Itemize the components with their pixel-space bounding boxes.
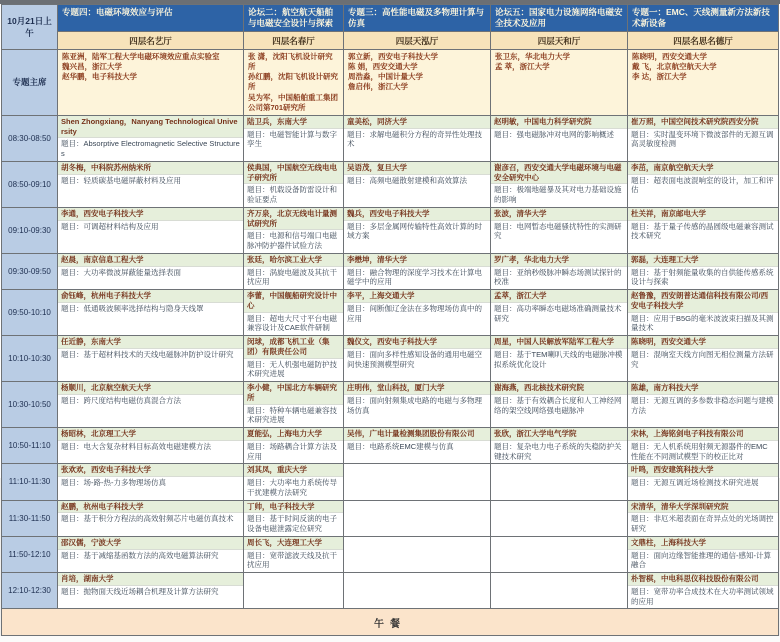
speaker-name: 任近静，东南大学 — [58, 336, 243, 349]
talk-cell — [58, 464, 244, 500]
talk-title: 题目：基于TEM喇叭天线的电磁脉冲模拟系统优化设计 — [494, 349, 623, 369]
chair-name: 郭立新，西安电子科技大学 — [348, 52, 438, 62]
talk-title: 题目：亚纳秒级脉冲瞬态场测试探针的校准 — [494, 267, 622, 287]
time-slot-rows — [2, 115, 779, 609]
talk-cell — [244, 161, 344, 207]
chair-name: 李 达，浙江大学 — [632, 72, 687, 82]
speaker-name: 周长飞，大连理工大学 — [244, 537, 343, 550]
talk-cell — [344, 464, 491, 500]
talk-cell — [491, 500, 628, 536]
schedule-table — [1, 4, 779, 636]
talk-title: 题目：面向射频集成电路的电磁与多物理场仿真 — [347, 395, 482, 415]
talk-title: 题目：电路系统EMC建模与仿真 — [347, 441, 454, 451]
speaker-name: 赵鹏，杭州电子科技大学 — [58, 501, 243, 514]
talk-cell — [628, 382, 779, 428]
time-slot: 09:10-09:30 — [2, 207, 58, 253]
talk-cell — [491, 536, 628, 572]
chair-name: 陈亚洲，陆军工程大学电磁环境效应重点实验室 — [62, 52, 220, 62]
chair-name: 孙红鹏，沈阳飞机设计研究所 — [248, 72, 338, 92]
speaker-name: 胡冬梅，中科院苏州纳米所 — [58, 162, 243, 175]
time-slot: 11:10-11:30 — [2, 464, 58, 500]
talk-cell — [491, 253, 628, 289]
talk-cell — [244, 382, 344, 428]
hall-row — [2, 32, 779, 50]
talk-title: 题目：涡旋电磁波及其抗干扰应用 — [247, 267, 337, 287]
talk-title: 题目：实时温变环境下微波部件的无源互调高灵敏度检测 — [631, 129, 774, 149]
schedule-row — [2, 573, 779, 609]
talk-cell — [491, 336, 628, 382]
talk-cell — [628, 161, 779, 207]
talk-cell — [491, 573, 628, 609]
chair-name: 张 潇，沈阳飞机设计研究所 — [248, 52, 333, 72]
talk-title: 题目：Absorptive Electromagnetic Selective Structures — [61, 139, 240, 159]
speaker-name: 李通，西安电子科技大学 — [58, 208, 243, 221]
speaker-name: 李茁，南京航空航天大学 — [628, 162, 778, 175]
talk-cell — [244, 207, 344, 253]
speaker-name: 谢海燕，西北核技术研究院 — [491, 382, 627, 395]
chair-name: 魏兴昌，浙江大学 — [62, 62, 122, 72]
talk-cell — [628, 428, 779, 464]
schedule-row — [2, 382, 779, 428]
talk-cell — [244, 253, 344, 289]
session-header-topic3: 专题三：高性能电磁及多物理计算与仿真 — [344, 5, 491, 32]
talk-cell — [491, 161, 628, 207]
talk-title: 题目：非厄米超表面在奇异点处的光场调控研究 — [631, 514, 774, 534]
talk-cell — [628, 336, 779, 382]
speaker-name: 赵明敏，中国电力科学研究院 — [491, 116, 627, 129]
talk-cell — [244, 428, 344, 464]
date-cell: 10月21日上午 — [2, 5, 58, 50]
schedule-row — [2, 253, 779, 289]
time-slot: 11:30-11:50 — [2, 500, 58, 536]
chair-cell — [244, 50, 344, 116]
time-slot: 08:50-09:10 — [2, 161, 58, 207]
speaker-name: 闵球，成都飞机工业（集团）有限责任公司 — [244, 336, 343, 359]
talk-title: 题目：大功率电力系统传导干扰建模方法研究 — [247, 478, 337, 497]
speaker-name: 李小健，中国北方车辆研究所 — [244, 382, 343, 405]
talk-cell — [491, 428, 628, 464]
talk-title: 题目：面向边缘智能推理的通信-感知-计算融合 — [631, 550, 771, 570]
speaker-name: 邵汉儒，宁波大学 — [58, 537, 243, 550]
talk-title: 题目：融合物理的深度学习技术在计算电磁学中的应用 — [347, 267, 482, 287]
session-header-topic1: 专题一：EMC、天线测量新方法新技术新设备 — [628, 5, 779, 32]
talk-cell — [344, 573, 491, 609]
talk-cell — [344, 115, 491, 161]
speaker-name: 李懋坤，清华大学 — [344, 254, 490, 267]
talk-title: 题目：电源和信号端口电磁脉冲防护器件试验方法 — [247, 231, 337, 251]
talk-cell — [344, 382, 491, 428]
speaker-name: 齐万泉，北京无线电计量测试研究所 — [244, 208, 343, 231]
talk-title: 题目：超电大尺寸平台电磁兼容设计及CAE软件研制 — [247, 313, 337, 333]
schedule-row — [2, 500, 779, 536]
talk-cell — [244, 500, 344, 536]
talk-title: 题目：基于时间反演的电子设备电磁泄露定位研究 — [247, 514, 337, 534]
speaker-name: 宋清华，清华大学深圳研究院 — [628, 501, 778, 514]
talk-title: 题目：基于有效耦合长度和人工神经网络的架空线网络强电磁脉冲 — [494, 395, 622, 415]
speaker-name: 丁帅，电子科技大学 — [244, 501, 343, 514]
schedule-row — [2, 115, 779, 161]
speaker-name: 庄明伟，堂山科技，厦门大学 — [344, 382, 490, 395]
talk-cell — [628, 500, 779, 536]
talk-title: 题目：场路耦合计算方法及应用 — [247, 441, 337, 461]
talk-cell — [628, 290, 779, 336]
talk-title: 题目：基于减缩基函数方法的高效电磁算法研究 — [61, 550, 219, 560]
talk-cell — [491, 464, 628, 500]
session-header-topic4: 专题四：电磁环境效应与评估 — [58, 5, 244, 32]
talk-cell — [628, 253, 779, 289]
talk-cell — [244, 536, 344, 572]
chair-name: 陈 娟，西安交通大学 — [348, 62, 418, 72]
talk-cell — [58, 500, 244, 536]
talk-cell — [58, 536, 244, 572]
speaker-name: 童美松，同济大学 — [344, 116, 490, 129]
talk-title: 题目：电大含复杂材料目标高效电磁建模方法 — [61, 441, 211, 451]
schedule-row — [2, 207, 779, 253]
talk-title: 题目：基于射频能量收集的自供能传感系统设计与探索 — [631, 267, 774, 287]
talk-cell — [491, 115, 628, 161]
schedule-row — [2, 161, 779, 207]
talk-title: 题目：特种车辆电磁兼容技术研究进展 — [247, 405, 337, 425]
speaker-name: 罗广孝，华北电力大学 — [491, 254, 627, 267]
talk-title: 题目：基于量子传感的晶圆级电磁兼容测试技术研究 — [631, 221, 774, 241]
lunch-row — [2, 609, 779, 636]
session-header-row — [2, 5, 779, 32]
talk-cell — [344, 290, 491, 336]
talk-cell — [344, 161, 491, 207]
hall-cell: 四层天泓厅 — [344, 32, 491, 50]
speaker-name: 谢彦召，西安交通大学电磁环境与电磁安全研究中心 — [491, 162, 627, 185]
speaker-name: 朴智棋，中电科思仪科技股份有限公司 — [628, 573, 778, 586]
speaker-name: 李平，上海交通大学 — [344, 290, 490, 303]
talk-title: 题目：无人机系统用射频无源器件的EMC性能在不同测试模型下的校正比对 — [631, 441, 768, 461]
schedule-row — [2, 536, 779, 572]
speaker-name: 吴伟，广电计量检测集团股份有限公司 — [344, 428, 490, 441]
talk-cell — [58, 290, 244, 336]
speaker-name: 侯典国，中国航空无线电电子研究所 — [244, 162, 343, 185]
speaker-name: 宋林，上海铭剑电子科技有限公司 — [628, 428, 778, 441]
hall-cell: 四层天和厅 — [491, 32, 628, 50]
chair-name: 赵华鹏，电子科技大学 — [62, 72, 137, 82]
talk-title: 题目：抛物面天线近场耦合机理及计算方法研究 — [61, 586, 219, 596]
talk-title: 题目：无源互调的多参数非稳态问题与建模方法 — [631, 395, 774, 415]
talk-title: 题目：低通吸波频率选择结构与隐身天线罩 — [61, 303, 204, 313]
talk-title: 题目：复杂电力电子系统的失稳防护关键技术研究 — [494, 441, 622, 461]
talk-title: 题目：大功率微波屏蔽能量选择表面 — [61, 267, 181, 277]
speaker-name: 夏能弘，上海电力大学 — [244, 428, 343, 441]
speaker-name: 肖培，湖南大学 — [58, 573, 243, 586]
speaker-name: 崔万照，中国空间技术研究院西安分院 — [628, 116, 778, 129]
speaker-name: 张波，清华大学 — [491, 208, 627, 221]
photo-bottom-edge — [0, 636, 780, 642]
talk-cell — [628, 464, 779, 500]
talk-cell — [344, 500, 491, 536]
talk-title: 题目：基于超材料技术的天线电磁脉冲防护设计研究 — [61, 349, 234, 359]
talk-cell — [244, 290, 344, 336]
schedule-row — [2, 336, 779, 382]
talk-cell — [628, 573, 779, 609]
talk-cell — [344, 253, 491, 289]
speaker-name: 魏仪文，西安电子科技大学 — [344, 336, 490, 349]
time-slot: 10:50-11:10 — [2, 428, 58, 464]
talk-title: 题目：强电磁脉冲对电网的影响概述 — [494, 129, 614, 139]
chair-cell — [491, 50, 628, 116]
talk-cell — [244, 115, 344, 161]
talk-cell — [491, 207, 628, 253]
talk-cell — [244, 464, 344, 500]
chair-row — [2, 50, 779, 116]
speaker-name: 赵晨，南京信息工程大学 — [58, 254, 243, 267]
speaker-name: 陈晓明，西安交通大学 — [628, 336, 778, 349]
talk-cell — [344, 428, 491, 464]
chair-name: 孟 萃，浙江大学 — [495, 62, 550, 72]
speaker-name: 刘其凤，重庆大学 — [244, 464, 343, 477]
speaker-name: 周星，中国人民解放军陆军工程大学 — [491, 336, 627, 349]
speaker-name: 魏兵，西安电子科技大学 — [344, 208, 490, 221]
time-slot: 09:50-10:10 — [2, 290, 58, 336]
talk-cell — [58, 428, 244, 464]
talk-cell — [628, 536, 779, 572]
speaker-name: 张欣，浙江大学电气学院 — [491, 428, 627, 441]
talk-cell — [344, 207, 491, 253]
schedule-row — [2, 464, 779, 500]
talk-title: 题目：高功率瞬态电磁场准确测量技术研究 — [494, 303, 622, 323]
talk-title: 题目：应用于B5G的毫米波波束扫描及其测量技术 — [631, 313, 774, 333]
hall-cell: 四层名春厅 — [244, 32, 344, 50]
talk-cell — [344, 336, 491, 382]
talk-cell — [58, 161, 244, 207]
talk-cell — [58, 336, 244, 382]
speaker-name: 张欢欢，西安电子科技大学 — [58, 464, 243, 477]
hall-cell: 四层名艺厅 — [58, 32, 244, 50]
speaker-name: 陈雄，南方科技大学 — [628, 382, 778, 395]
talk-title: 题目：宽带功率合成技术在大功率测试领域的应用 — [631, 586, 774, 606]
time-slot: 09:30-09:50 — [2, 253, 58, 289]
talk-title: 题目：轻质碳基电磁屏蔽材料及应用 — [61, 175, 181, 185]
talk-title: 题目：机载设备防雷设计和验证要点 — [247, 185, 337, 205]
talk-title: 题目：高频电磁散射建模和高效算法 — [347, 175, 467, 185]
talk-cell — [58, 115, 244, 161]
talk-title: 题目：场-路-热-力多物理场仿真 — [61, 478, 166, 488]
talk-title: 题目：求解电磁积分方程的奇异性处理技术 — [347, 129, 482, 149]
talk-cell — [58, 253, 244, 289]
talk-title: 题目：电磁智能计算与数字孪生 — [247, 129, 337, 149]
chair-name: 吴为军，中国船舶重工集团公司第701研究所 — [248, 92, 338, 112]
speaker-name: 吴语茂，复旦大学 — [344, 162, 490, 175]
talk-title: 题目：极端地磁暴及其对电力基础设施的影响 — [494, 185, 622, 205]
talk-cell — [244, 573, 344, 609]
time-slot: 08:30-08:50 — [2, 115, 58, 161]
talk-title: 题目：多层金属网传输特性高效计算的时域方案 — [347, 221, 482, 241]
chair-cell — [628, 50, 779, 116]
talk-title: 题目：无源互调近场检测技术研究进展 — [631, 478, 759, 488]
talk-title: 题目：面向多样性感知设备的通用电磁空间快速预测模型研究 — [347, 349, 482, 369]
lunch-banner: 午餐 — [2, 609, 779, 636]
time-slot: 10:30-10:50 — [2, 382, 58, 428]
time-slot: 12:10-12:30 — [2, 573, 58, 609]
speaker-name: 郭磊，大连理工大学 — [628, 254, 778, 267]
chair-cell — [58, 50, 244, 116]
talk-title: 题目：宽带滤波天线及抗干扰应用 — [247, 550, 337, 570]
speaker-name: 杜关祥，南京邮电大学 — [628, 208, 778, 221]
talk-cell — [491, 382, 628, 428]
speaker-name: 叶鸣，西安建筑科技大学 — [628, 464, 778, 477]
speaker-name: 陆卫兵，东南大学 — [244, 116, 343, 129]
talk-title: 题目：间断伽辽金法在多物理场仿真中的应用 — [347, 303, 482, 323]
chair-label-cell: 专题主席 — [2, 50, 58, 116]
schedule-row — [2, 290, 779, 336]
talk-cell — [628, 115, 779, 161]
hall-cell: 四层名思名德厅 — [628, 32, 779, 50]
speaker-name: 俞钰峰，杭州电子科技大学 — [58, 290, 243, 303]
speaker-name: 孟萃，浙江大学 — [491, 290, 627, 303]
session-header-forum2: 论坛二：航空航天船舶与电磁安全设计与探索 — [244, 5, 344, 32]
talk-title: 题目：混响室天线方向图无相位测量方法研究 — [631, 349, 774, 369]
chair-cell — [344, 50, 491, 116]
time-slot: 11:50-12:10 — [2, 536, 58, 572]
talk-cell — [58, 573, 244, 609]
talk-cell — [58, 207, 244, 253]
speaker-name: 赵鲁豫，西安朗普达通信科技有限公司/西安电子科技大学 — [628, 290, 778, 313]
speaker-name: Shen Zhongxiang，Nanyang Technological University — [58, 116, 243, 139]
session-header-forum5: 论坛五：国家电力设施网络电磁安全技术及应用 — [491, 5, 628, 32]
speaker-name: 张廷，哈尔滨工业大学 — [244, 254, 343, 267]
chair-name: 陈晓明，西安交通大学 — [632, 52, 707, 62]
talk-cell — [344, 536, 491, 572]
talk-title: 题目：超表面电波混响室的设计，加工和评估 — [631, 175, 774, 195]
chair-name: 詹启伟，浙江大学 — [348, 82, 408, 92]
speaker-name: 杨昭林，北京理工大学 — [58, 428, 243, 441]
talk-title: 题目：基于积分方程法的高效射频芯片电磁仿真技术 — [61, 514, 234, 524]
talk-cell — [628, 207, 779, 253]
chair-name: 周浩淼，中国计量大学 — [348, 72, 423, 82]
speaker-name: 文鼎柱，上海科技大学 — [628, 537, 778, 550]
talk-title: 题目：可调超材料结构及应用 — [61, 221, 159, 231]
chair-name: 戴 飞，北京航空航天大学 — [632, 62, 717, 72]
talk-title: 题目：无人机强电磁防护技术研究进展 — [247, 359, 337, 379]
schedule-row — [2, 428, 779, 464]
talk-cell — [491, 290, 628, 336]
speaker-name: 杨顺川，北京航空航天大学 — [58, 382, 243, 395]
talk-cell — [58, 382, 244, 428]
talk-title: 题目：电网暂态电磁骚扰特性的实测研究 — [494, 221, 622, 241]
talk-cell — [244, 336, 344, 382]
chair-name: 张卫东，华北电力大学 — [495, 52, 570, 62]
talk-title: 题目：跨尺度结构电磁仿真混合方法 — [61, 395, 181, 405]
speaker-name: 李蕾，中国舰船研究设计中心 — [244, 290, 343, 313]
time-slot: 10:10-10:30 — [2, 336, 58, 382]
